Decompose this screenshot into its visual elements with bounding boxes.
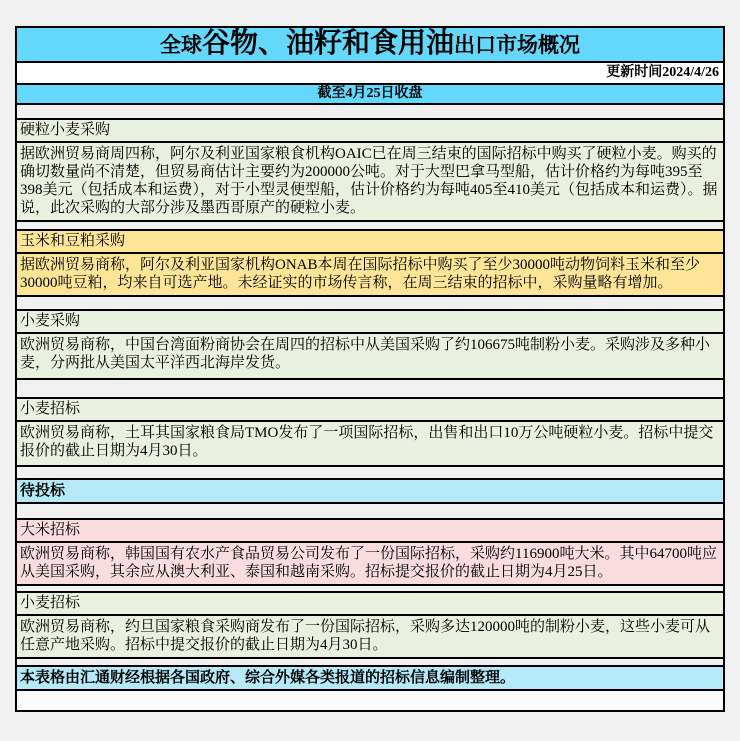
spacer-row [17,105,723,118]
section-body: 欧洲贸易商称，土耳其国家粮食局TMO发布了一项国际招标，出售和出口10万公吨硬粒小麦。招标中提交报价的截止日期为4月30日。 [17,422,723,465]
section-durum-wheat-purchase [17,118,723,222]
section-title: 小麦采购 [17,311,723,334]
spacer-row [17,297,723,309]
sheet-title-suffix: 出口市场概况 [454,33,580,57]
section-title: 硬粒小麦采购 [17,120,723,143]
section-title: 小麦招标 [17,593,723,616]
section-wheat-tender-jordan [17,591,723,659]
as-of-close-label: 截至4月25日收盘 [317,86,423,101]
spacer-row [17,380,723,397]
update-time-row [17,63,723,85]
section-body: 欧洲贸易商称，韩国国有农水产食品贸易公司发布了一份国际招标，采购约116900吨大米。其中64700吨应从美国采购，其余应从澳大利亚、泰国和越南采购。招标提交报价的截止日期为4月25日。 [17,543,723,584]
section-title: 大米招标 [17,520,723,543]
section-title: 玉米和豆粕采购 [17,231,723,254]
pending-tenders-header: 待投标 [17,478,723,504]
as-of-close-row [17,85,723,105]
section-body: 欧洲贸易商称，约旦国家粮食采购商发布了一份国际招标，采购多达120000吨的制粉小麦，这些小麦可从任意产地采购。招标中提交报价的截止日期为4月30日。 [17,616,723,657]
section-body: 欧洲贸易商称，中国台湾面粉商协会在周四的招标中从美国采购了约106675吨制粉小麦。采购涉及多种小麦，分两批从美国太平洋西北海岸发货。 [17,334,723,378]
sheet-title-prefix: 全球 [159,33,202,57]
spacer-row [17,467,723,478]
section-rice-tender [17,518,723,586]
update-time-label: 更新时间2024/4/26 [606,65,719,80]
section-wheat-purchase [17,309,723,380]
spacer-row [17,504,723,518]
spacer-row [17,222,723,229]
sheet-title-main: 谷物、油籽和食用油 [201,28,454,59]
section-title: 小麦招标 [17,399,723,422]
section-body: 据欧洲贸易商称，阿尔及利亚国家机构ONAB本周在国际招标中购买了至少30000吨动物饲料玉米和至少30000吨豆粕，均来自可选产地。未经证实的市场传言称，在周三结束的招标中，采购量略有增加。 [17,254,723,295]
section-corn-soymeal-purchase [17,229,723,297]
footer-note: 本表格由汇通财经根据各国政府、综合外媒各类报道的招标信息编制整理。 [17,665,723,691]
section-wheat-tender-turkey [17,397,723,467]
sheet-title [17,28,723,63]
empty-row [17,691,723,710]
market-overview-sheet [15,26,725,712]
section-body: 据欧洲贸易商周四称，阿尔及利亚国家粮食机构OAIC已在周三结束的国际招标中购买了硬粒小麦。购买的确切数量尚不清楚，但贸易商估计主要约为200000公吨。对于大型巴拿马型船，估计价格约为每吨395至398美元（包括成本和运费），对于小型灵便型船，估计价格约为每吨405至410美元（包括成本和运费）。据说，此次采购的大部分涉及墨西哥原产的硬粒小麦。 [17,143,723,220]
